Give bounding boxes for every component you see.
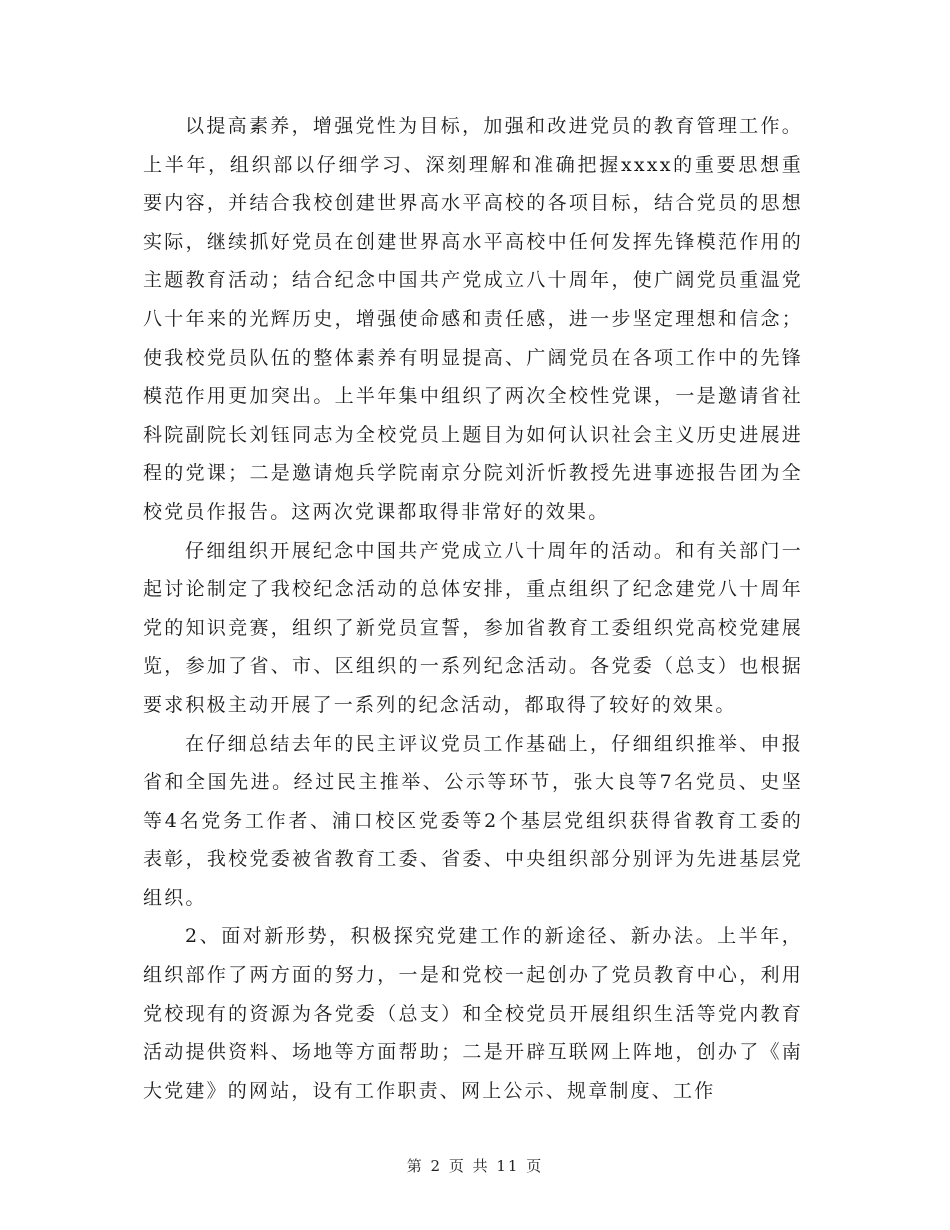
document-body	[143, 107, 803, 1110]
paragraph-education-management: 以提高素养，增强党性为目标，加强和改进党员的教育管理工作。上半年，组织部以仔细学习、深刻理解和准确把握xxxx的重要思想重要内容，并结合我校创建世界高水平高校的各项目标，结合党员的思想实际，继续抓好党员在创建世界高水平高校中任何发挥先锋模范作用的主题教育活动；结合纪念中国共产党成立八十周年，使广阔党员重温党八十年来的光辉历史，增强使命感和责任感，进一步坚定理想和信念；使我校党员队伍的整体素养有明显提高、广阔党员在各项工作中的先锋模范作用更加突出。上半年集中组织了两次全校性党课，一是邀请省社科院副院长刘钰同志为全校党员上题目为如何认识社会主义历史进展进程的党课；二是邀请炮兵学院南京分院刘沂忻教授先进事迹报告团为全校党员作报告。这两次党课都取得非常好的效果。	[143, 115, 803, 523]
paragraph-new-approaches: 2、面对新形势，积极探究党建工作的新途径、新办法。上半年，组织部作了两方面的努力，一是和党校一起创办了党员教育中心，利用党校现有的资源为各党委（总支）和全校党员开展组织生活等党内教育活动提供资料、场地等方面帮助；二是开辟互联网上阵地，创办了《南大党建》的网站，设有工作职责、网上公示、规章制度、工作	[143, 925, 803, 1102]
footer-total-pages: 11	[496, 1157, 520, 1175]
footer-prefix: 第	[406, 1157, 424, 1175]
paragraph-commendations: 在仔细总结去年的民主评议党员工作基础上，仔细组织推举、申报省和全国先进。经过民主推举、公示等环节，张大良等7名党员、史坚等4名党务工作者、浦口校区党委等2个基层党组织获得省教育工委的表彰，我校党委被省教育工委、省委、中央组织部分别评为先进基层党组织。	[143, 732, 803, 909]
footer-current-page: 2	[430, 1157, 443, 1175]
footer-middle: 页 共	[448, 1157, 490, 1175]
paragraph-anniversary-activities: 仔细组织开展纪念中国共产党成立八十周年的活动。和有关部门一起讨论制定了我校纪念活动的总体安排，重点组织了纪念建党八十周年党的知识竞赛，组织了新党员宣誓，参加省教育工委组织党高校党建展览，参加了省、市、区组织的一系列纪念活动。各党委（总支）也根据要求积极主动开展了一系列的纪念活动，都取得了较好的效果。	[143, 539, 803, 716]
page-footer	[0, 1155, 950, 1176]
footer-suffix: 页	[526, 1157, 544, 1175]
